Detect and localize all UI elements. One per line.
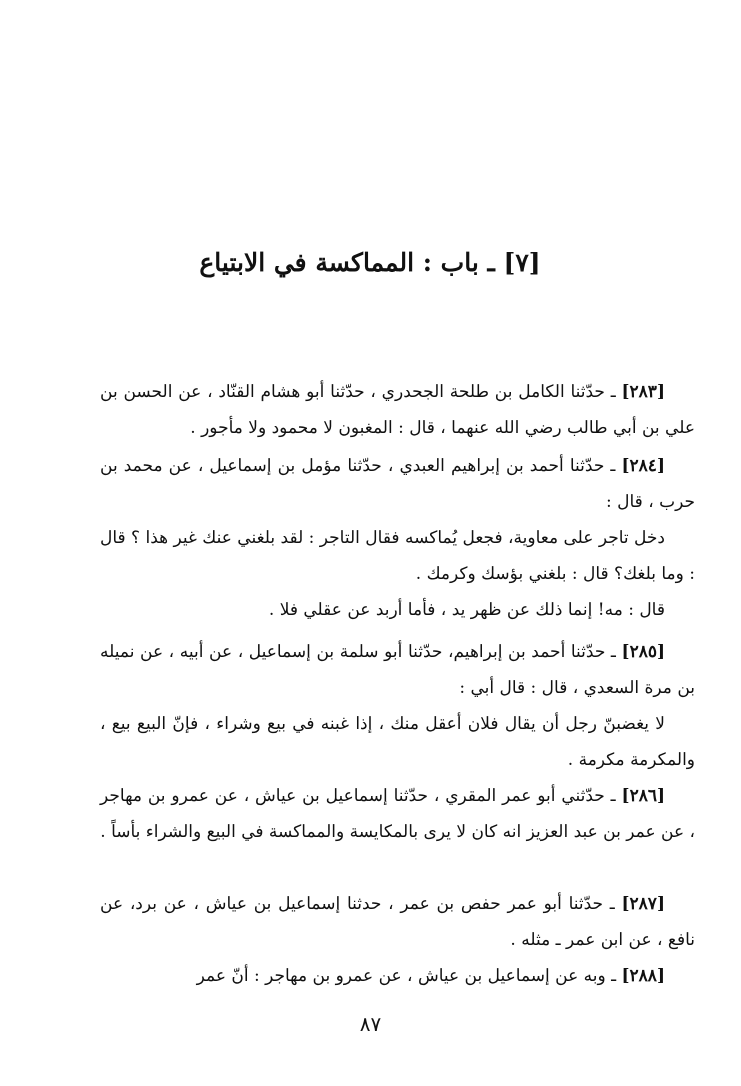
narration-text: دخل تاجر على معاوية، فجعل يُماكسه فقال التاجر : لقد بلغني عنك غير هذا ؟ قال : وما بلغك؟ قال : بلغني بؤسك وكرمك .: [99, 528, 695, 584]
hadith-283: [100, 374, 695, 446]
narration-paragraph: [100, 520, 695, 592]
narration-paragraph: [100, 706, 695, 778]
narration-paragraph: [100, 592, 695, 628]
hadith-287: [100, 886, 695, 958]
chapter-title: [٧] ـ باب : المماكسة في الابتياع: [199, 248, 541, 277]
hadith-number: [٢٨٧]: [621, 894, 665, 914]
hadith-text: ـ حدّثنا أحمد بن إبراهيم، حدّثنا أبو سلمة بن إسماعيل ، عن أبيه ، عن نميله بن مرة السعدي ، قال : قال أبي :: [100, 642, 695, 698]
hadith-number: [٢٨٤]: [621, 456, 665, 476]
hadith-number: [٢٨٦]: [621, 786, 666, 806]
hadith-text: ـ حدّثنا أحمد بن إبراهيم العبدي ، حدّثنا مؤمل بن إسماعيل ، عن محمد بن حرب ، قال :: [100, 456, 695, 512]
hadith-number: [٢٨٣]: [621, 382, 665, 402]
hadith-text: ـ وبه عن إسماعيل بن عياش ، عن عمرو بن مهاجر : أنّ عمر: [196, 966, 617, 986]
hadith-285: [100, 634, 695, 706]
hadith-text: ـ حدّثنا الكامل بن طلحة الجحدري ، حدّثنا أبو هشام القنّاد ، عن الحسن بن علي بن أبي طالب رضي الله عنهما ، قال : المغبون لا محمود ولا مأجور .: [100, 382, 695, 438]
hadith-number: [٢٨٥]: [621, 642, 666, 662]
hadith-286: [100, 778, 695, 850]
hadith-text: ـ حدّثني أبو عمر المقري ، حدّثنا إسماعيل بن عياش ، عن عمرو بن مهاجر ، عن عمر بن عبد العزيز انه كان لا يرى بالمكايسة والمماكسة في البيع والشراء بأساً .: [100, 786, 695, 842]
page-number: ٨٧: [359, 1012, 382, 1036]
hadith-text: ـ حدّثنا أبو عمر حفص بن عمر ، حدثنا إسماعيل بن عياش ، عن برد، عن نافع ، عن ابن عمر ـ مثله .: [100, 894, 695, 950]
narration-text: لا يغضبنّ رجل أن يقال فلان أعقل منك ، إذا غبنه في بيع وشراء ، فإنّ البيع بيع ، والمكرمة مكرمة .: [100, 714, 695, 770]
hadith-number: [٢٨٨]: [621, 966, 665, 986]
hadith-288: [100, 958, 695, 994]
narration-text: قال : مه! إنما ذلك عن ظهر يد ، فأما أربد عن عقلي فلا .: [268, 600, 665, 620]
hadith-284: [100, 448, 695, 520]
